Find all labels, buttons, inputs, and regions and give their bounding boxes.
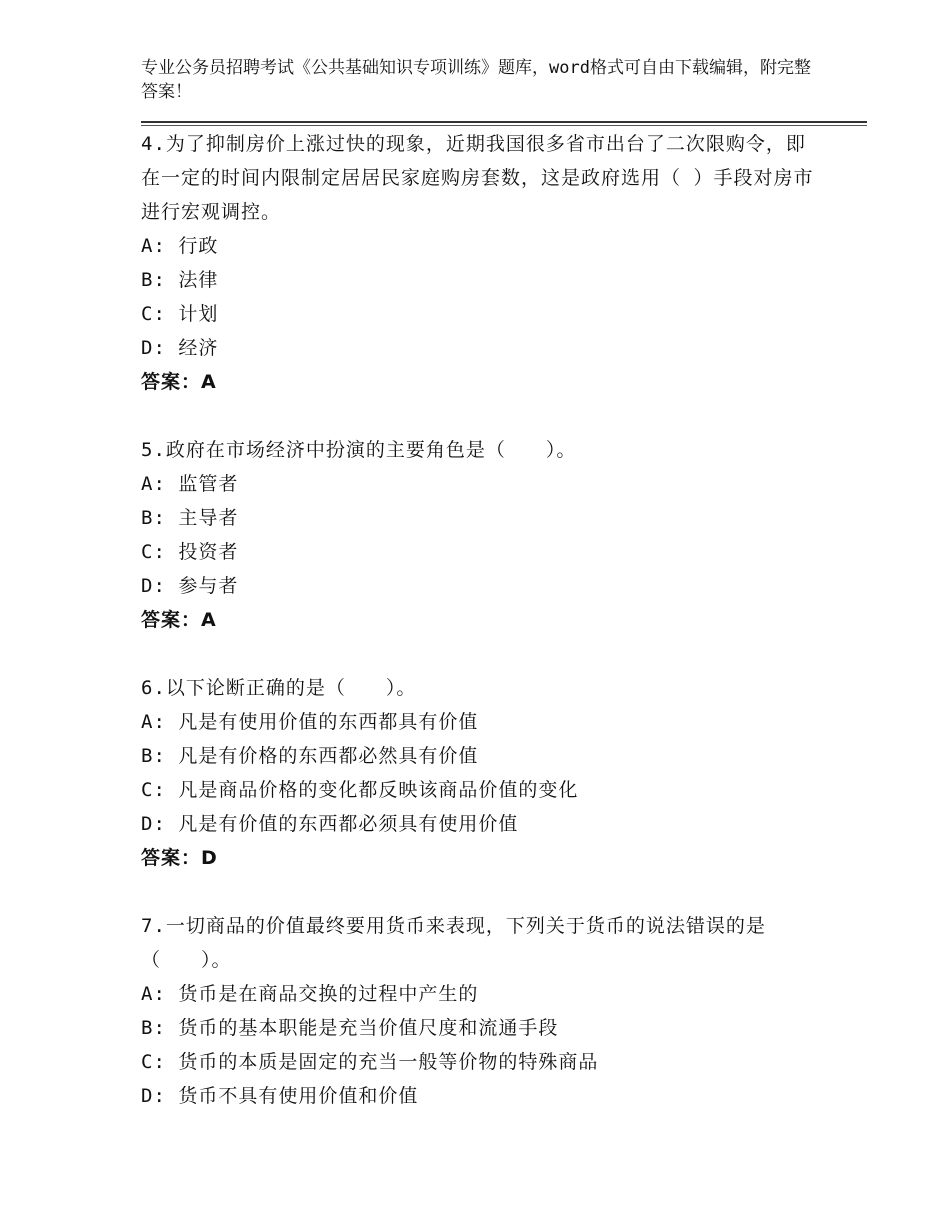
option-c: C: 计划	[141, 303, 219, 325]
option-b: B: 法律	[141, 269, 219, 291]
option-c: C: 投资者	[141, 541, 239, 563]
question-stem: 7.一切商品的价值最终要用货币来表现，下列关于货币的说法错误的是（ ）。	[141, 915, 766, 971]
option-d: D: 货币不具有使用价值和价值	[141, 1085, 419, 1107]
question-stem: 6.以下论断正确的是（ ）。	[141, 677, 417, 699]
option-b: B: 主导者	[141, 507, 239, 529]
question-list	[141, 127, 821, 1147]
question-stem: 4.为了抑制房价上涨过快的现象，近期我国很多省市出台了二次限购令，即在一定的时间内限制定居居民家庭购房套数，这是政府选用（ ）手段对房市进行宏观调控。	[141, 133, 814, 223]
answer-label: 答案：A	[141, 371, 217, 393]
document-header: 专业公务员招聘考试《公共基础知识专项训练》题库，word格式可自由下载编辑，附完整答案！	[141, 58, 811, 102]
question-4	[141, 127, 821, 399]
question-6	[141, 671, 821, 875]
option-c: C: 货币的本质是固定的充当一般等价物的特殊商品	[141, 1051, 599, 1073]
option-a: A: 凡是有使用价值的东西都具有价值	[141, 711, 479, 733]
question-stem: 5.政府在市场经济中扮演的主要角色是（ ）。	[141, 439, 577, 461]
option-b: B: 凡是有价格的东西都必然具有价值	[141, 745, 479, 767]
option-a: A: 监管者	[141, 473, 239, 495]
header-rule-thick	[141, 121, 867, 123]
option-d: D: 凡是有价值的东西都必须具有使用价值	[141, 813, 519, 835]
option-a: A: 行政	[141, 235, 219, 257]
option-c: C: 凡是商品价格的变化都反映该商品价值的变化	[141, 779, 579, 801]
answer-label: 答案：D	[141, 847, 218, 869]
header-rule-thin	[141, 125, 867, 126]
question-5	[141, 433, 821, 637]
option-d: D: 参与者	[141, 575, 239, 597]
question-7	[141, 909, 821, 1113]
option-d: D: 经济	[141, 337, 219, 359]
option-a: A: 货币是在商品交换的过程中产生的	[141, 983, 479, 1005]
answer-label: 答案：A	[141, 609, 217, 631]
option-b: B: 货币的基本职能是充当价值尺度和流通手段	[141, 1017, 559, 1039]
